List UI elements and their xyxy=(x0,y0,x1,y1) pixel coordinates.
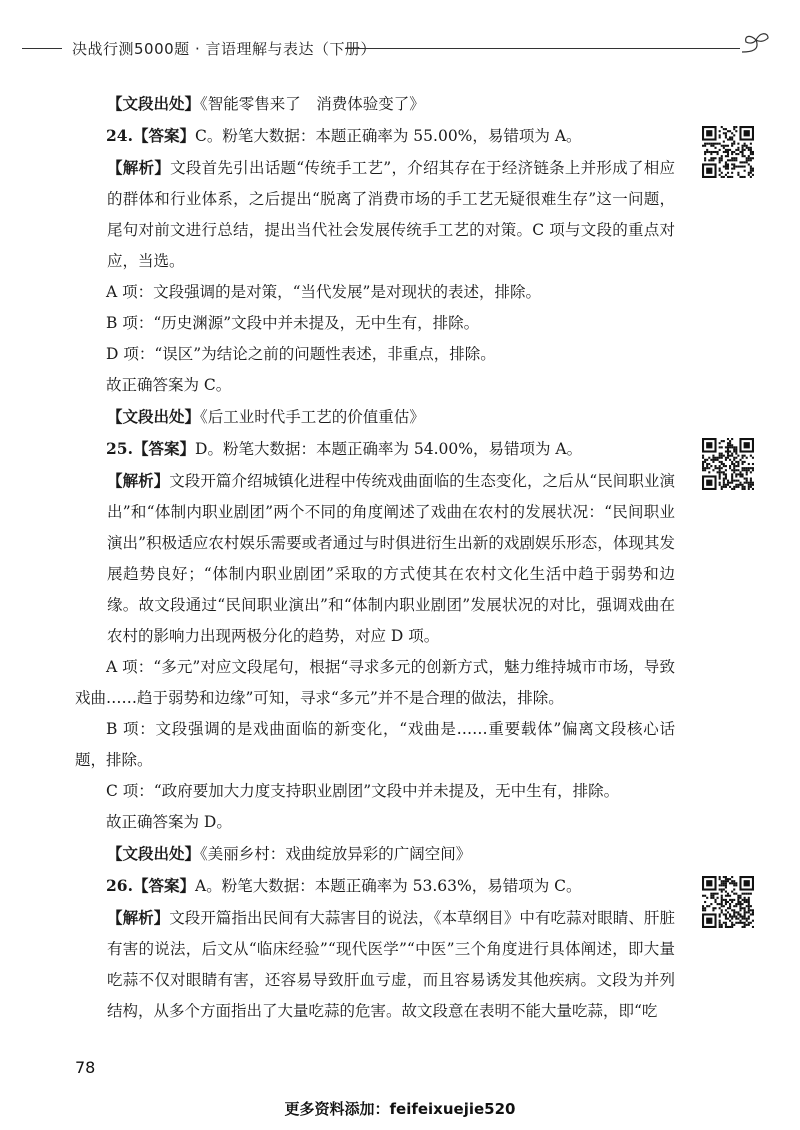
header-title: 决战行测5000题 · 言语理解与表达（下册） xyxy=(72,40,376,58)
answer-line: 26.【答案】A。粉笔大数据：本题正确率为 53.63%，易错项为 C。 xyxy=(106,876,582,895)
qr-code-icon[interactable] xyxy=(702,876,754,928)
analysis-paragraph: 【解析】文段开篇指出民间有大蒜害目的说法，《本草纲目》中有吃蒜对眼睛、肝脏有害的说法，后文从“临床经验”“现代医学”“中医”三个角度进行具体阐述，即大量吃蒜不仅对眼睛有害，还容易导致肝血亏虚，而且容易诱发其他疾病。文段为并列结构，从多个方面指出了大量吃蒜的危害。故文段意在表明不能大量吃蒜，即“吃 xyxy=(107,908,675,1020)
label: 答案 xyxy=(148,126,180,145)
label: 文段出处 xyxy=(122,94,185,113)
source-text: 《美丽乡村：戏曲绽放异彩的广阔空间》 xyxy=(200,845,472,863)
analysis-text: 文段开篇介绍城镇化进程中传统戏曲面临的生态变化，之后从“民间职业演出”和“体制内职业剧团”两个不同的角度阐述了戏曲在农村的发展状况：“民间职业演出”积极适应农村娱乐需要或者通过与时俱进衍生出新的戏剧娱乐形态，体现其发展趋势良好；“体制内职业剧团”采取的方式使其在农村文化生活中趋于弱势和边缘。故文段通过“民间职业演出”和“体制内职业剧团”发展状况的对比，强调戏曲在农村的影响力出现两极分化的趋势，对应 D 项。 xyxy=(107,472,675,645)
header-rule-left xyxy=(22,48,62,49)
question-number: 24. xyxy=(106,126,133,145)
question-number: 26. xyxy=(106,876,133,895)
label: 答案 xyxy=(148,876,180,895)
page-body xyxy=(75,88,675,1027)
answer-text: A。粉笔大数据：本题正确率为 53.63%，易错项为 C。 xyxy=(195,877,582,895)
conclusion-line: 故正确答案为 C。 xyxy=(106,376,232,394)
label: 文段出处 xyxy=(122,844,185,863)
qr-code-icon[interactable] xyxy=(702,126,754,178)
option-line: A 项：“多元”对应文段尾句，根据“寻求多元的创新方式，魅力维持城市市场，导致戏曲……趋于弱势和边缘”可知，寻求“多元”并不是合理的做法，排除。 xyxy=(75,658,675,707)
label: 解析 xyxy=(122,471,154,490)
sprout-icon xyxy=(738,30,774,56)
source-line: 【文段出处】《美丽乡村：戏曲绽放异彩的广阔空间》 xyxy=(107,844,472,863)
option-line: B 项：“历史渊源”文段中并未提及，无中生有，排除。 xyxy=(106,314,480,332)
source-text: 《后工业时代手工艺的价值重估》 xyxy=(200,408,425,426)
answer-text: C。粉笔大数据：本题正确率为 55.00%，易错项为 A。 xyxy=(195,127,582,145)
footer-note: 更多资料添加：feifeixuejie520 xyxy=(284,1100,516,1118)
qr-code-icon[interactable] xyxy=(702,438,754,490)
question-number: 25. xyxy=(106,439,133,458)
running-header xyxy=(0,36,800,60)
option-line: A 项：文段强调的是对策，“当代发展”是对现状的表述，排除。 xyxy=(106,283,541,301)
option-line: B 项：文段强调的是戏曲面临的新变化，“戏曲是……重要载体”偏离文段核心话题，排除。 xyxy=(75,720,675,769)
header-rule-right xyxy=(345,48,740,49)
page-number: 78 xyxy=(75,1058,96,1077)
option-line: D 项：“误区”为结论之前的问题性表述，非重点，排除。 xyxy=(106,345,496,363)
analysis-paragraph: 【解析】文段首先引出话题“传统手工艺”，介绍其存在于经济链条上并形成了相应的群体和行业体系，之后提出“脱离了消费市场的手工艺无疑很难生存”这一问题，尾句对前文进行总结，提出当代社会发展传统手工艺的对策。C 项与文段的重点对应，当选。 xyxy=(107,158,675,270)
label: 文段出处 xyxy=(122,407,185,426)
answer-line: 24.【答案】C。粉笔大数据：本题正确率为 55.00%，易错项为 A。 xyxy=(106,126,582,145)
source-text: 《智能零售来了 消费体验变了》 xyxy=(200,95,425,113)
answer-text: D。粉笔大数据：本题正确率为 54.00%，易错项为 A。 xyxy=(195,440,583,458)
label: 解析 xyxy=(122,158,155,177)
analysis-text: 文段首先引出话题“传统手工艺”，介绍其存在于经济链条上并形成了相应的群体和行业体系，之后提出“脱离了消费市场的手工艺无疑很难生存”这一问题，尾句对前文进行总结，提出当代社会发展传统手工艺的对策。C 项与文段的重点对应，当选。 xyxy=(107,159,675,270)
answer-line: 25.【答案】D。粉笔大数据：本题正确率为 54.00%，易错项为 A。 xyxy=(106,439,583,458)
analysis-text: 文段开篇指出民间有大蒜害目的说法，《本草纲目》中有吃蒜对眼睛、肝脏有害的说法，后文从“临床经验”“现代医学”“中医”三个角度进行具体阐述，即大量吃蒜不仅对眼睛有害，还容易导致肝血亏虚，而且容易诱发其他疾病。文段为并列结构，从多个方面指出了大量吃蒜的危害。故文段意在表明不能大量吃蒜，即“吃 xyxy=(107,909,675,1020)
source-line: 【文段出处】《智能零售来了 消费体验变了》 xyxy=(107,94,425,113)
label: 解析 xyxy=(122,908,154,927)
option-line: C 项：“政府要加大力度支持职业剧团”文段中并未提及，无中生有，排除。 xyxy=(106,782,620,800)
source-line: 【文段出处】《后工业时代手工艺的价值重估》 xyxy=(107,407,425,426)
conclusion-line: 故正确答案为 D。 xyxy=(106,813,232,831)
label: 答案 xyxy=(148,439,180,458)
analysis-paragraph: 【解析】文段开篇介绍城镇化进程中传统戏曲面临的生态变化，之后从“民间职业演出”和“体制内职业剧团”两个不同的角度阐述了戏曲在农村的发展状况：“民间职业演出”积极适应农村娱乐需要或者通过与时俱进衍生出新的戏剧娱乐形态，体现其发展趋势良好；“体制内职业剧团”采取的方式使其在农村文化生活中趋于弱势和边缘。故文段通过“民间职业演出”和“体制内职业剧团”发展状况的对比，强调戏曲在农村的影响力出现两极分化的趋势，对应 D 项。 xyxy=(107,471,675,645)
